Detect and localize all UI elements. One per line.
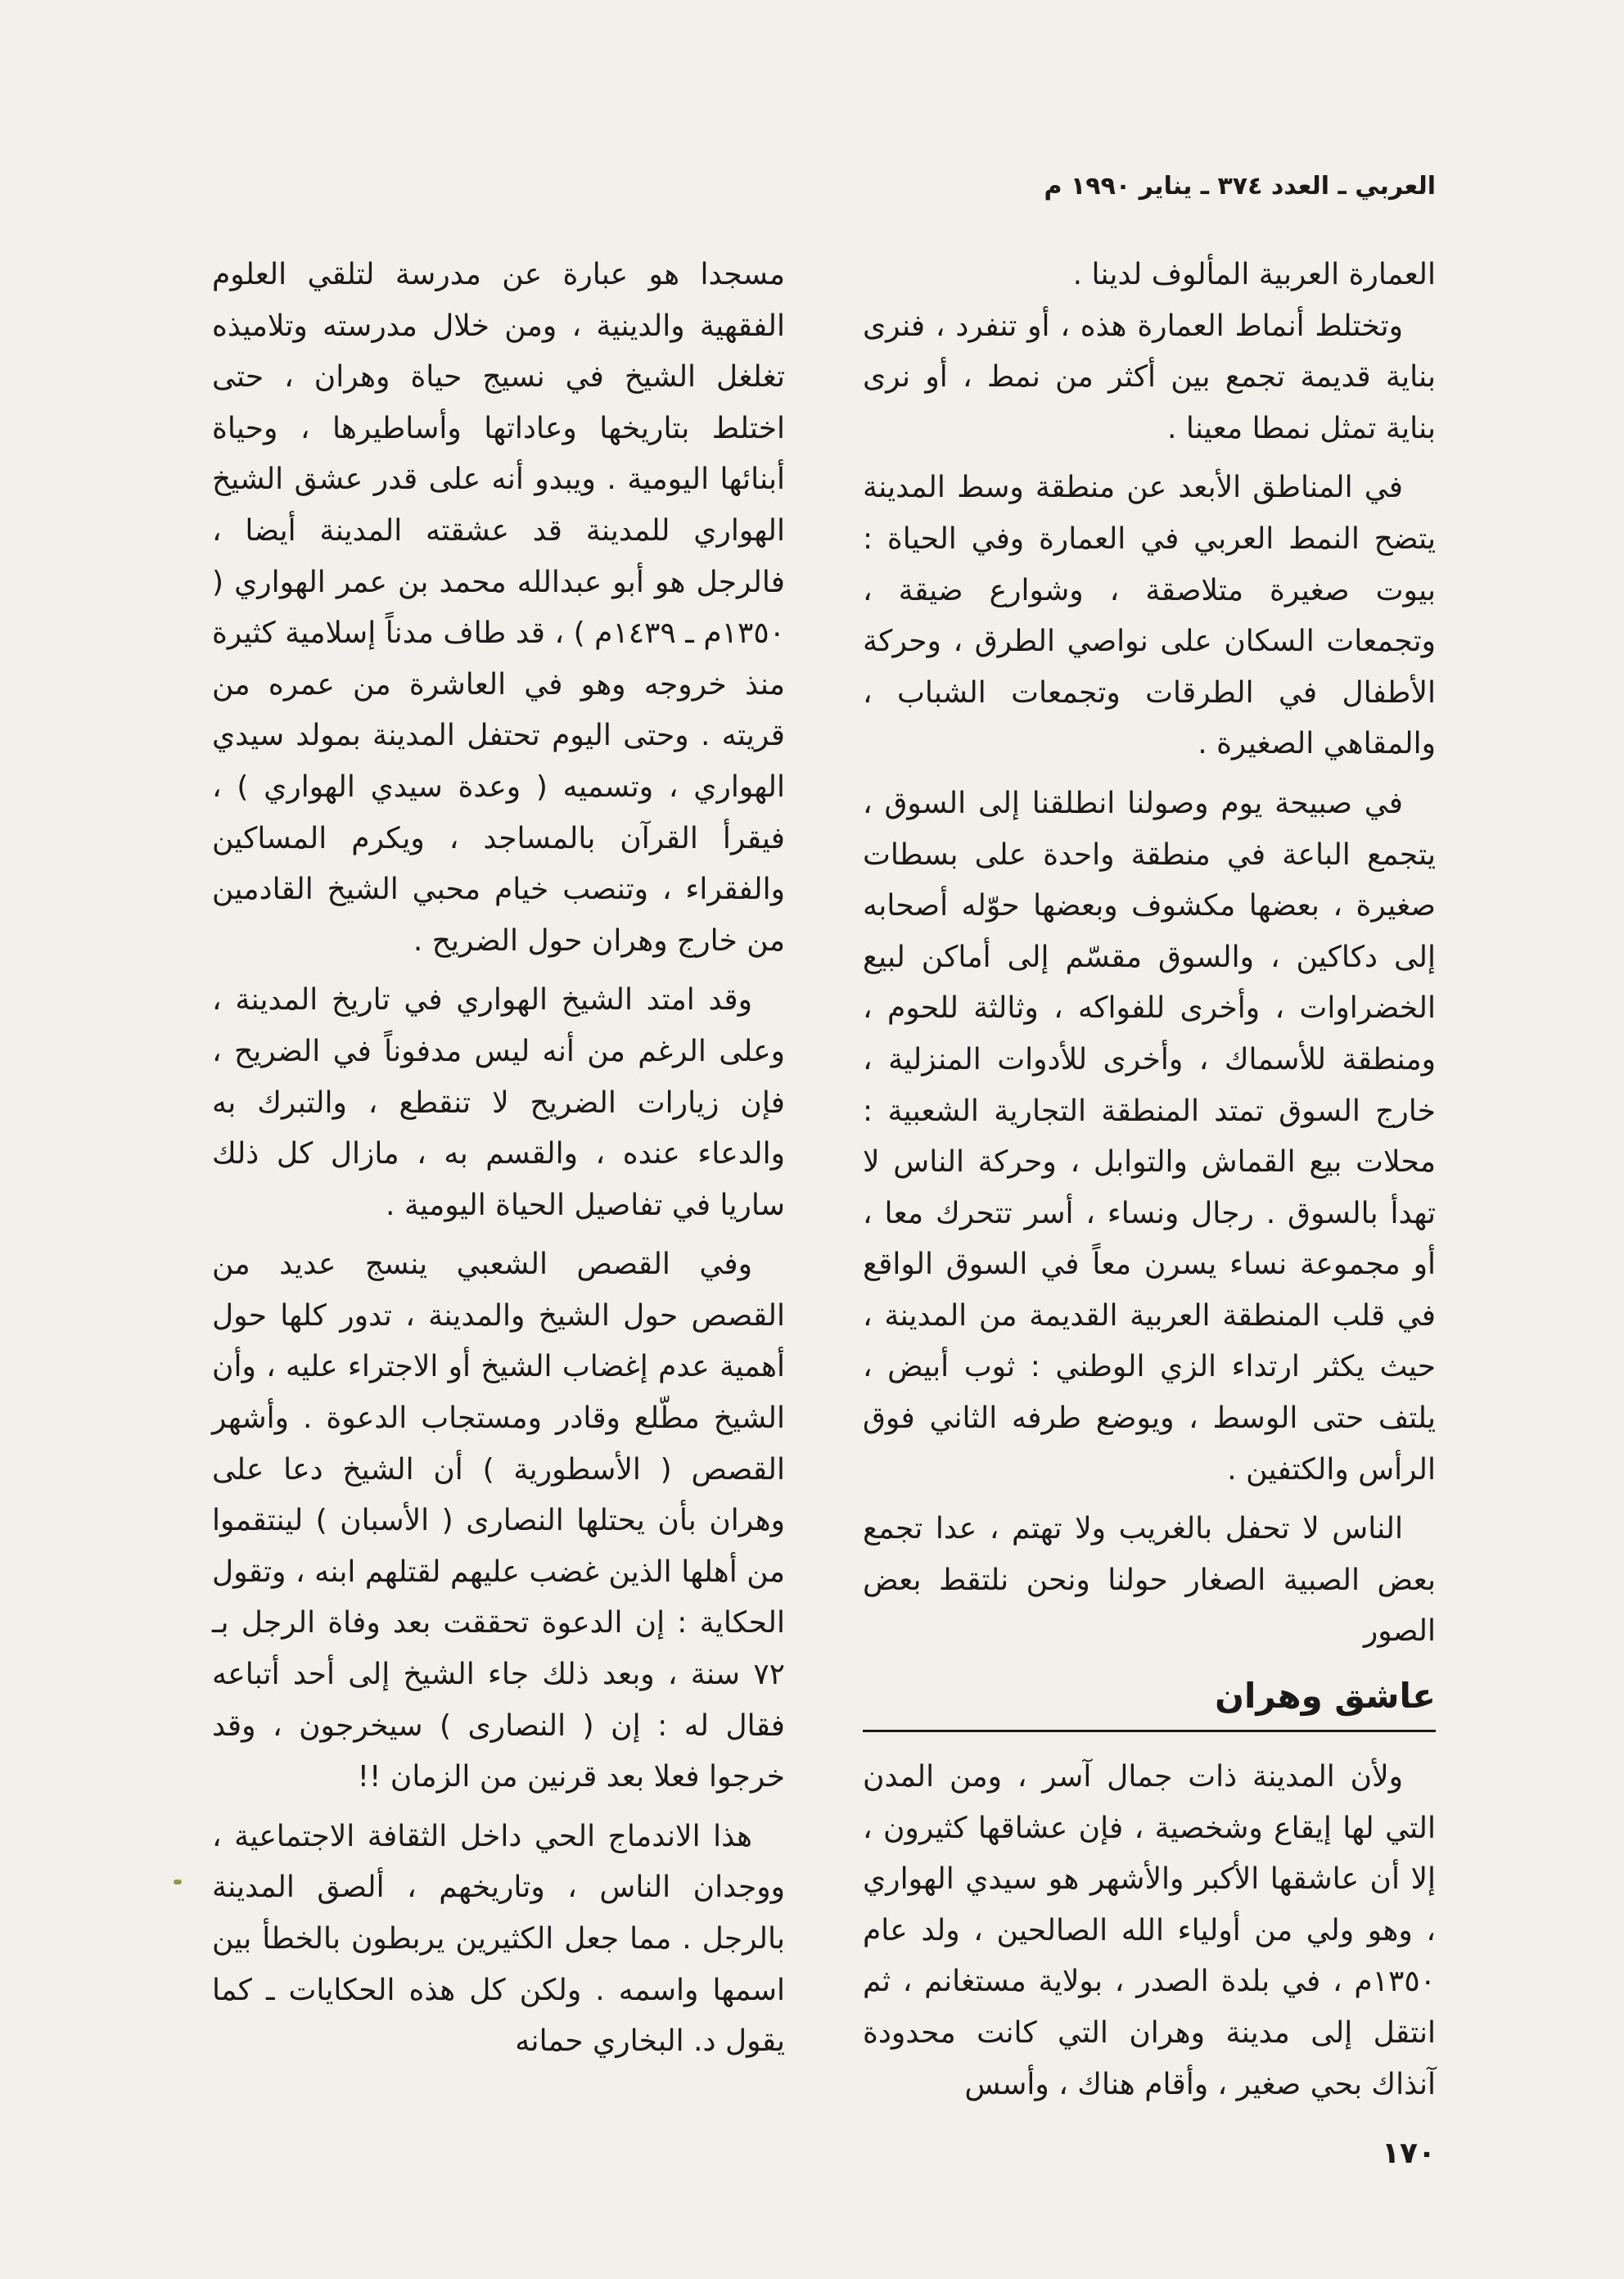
paragraph: في المناطق الأبعد عن منطقة وسط المدينة يتضح النمط العربي في العمارة وفي الحياة : بيوت صغيرة متلاصقة ، وشوارع ضيقة ، وتجمعات السكان على نواصي الطرق ، وحركة الأطفال في الطرقات وتجمعات الشباب ، والمقاهي الصغيرة . xyxy=(863,471,1436,761)
page-number: ١٧٠ xyxy=(1382,2137,1436,2170)
print-speck xyxy=(174,1880,182,1884)
paragraph: وفي القصص الشعبي ينسج عديد من القصص حول الشيخ والمدينة ، تدور كلها حول أهمية عدم إغضاب الشيخ أو الاجتراء عليه ، وأن الشيخ مطّلع وقادر ومستجاب الدعوة . وأشهر القصص ( الأسطورية ) أن الشيخ دعا على وهران بأن يحتلها النصارى ( الأسبان ) لينتقموا من أهلها الذين غضب عليهم لقتلهم ابنه ، وتقول الحكاية : إن الدعوة تحققت بعد وفاة الرجل بـ ٧٢ سنة ، وبعد ذلك جاء الشيخ إلى أحد أتباعه فقال له : إن ( النصارى ) سيخرجون ، وقد خرجوا فعلا بعد قرنين من الزمان !! xyxy=(212,1248,785,1794)
running-head: العربي ـ العدد ٣٧٤ ـ يناير ١٩٩٠ م xyxy=(1044,172,1436,201)
paragraph: في صبيحة يوم وصولنا انطلقنا إلى السوق ، يتجمع الباعة في منطقة واحدة على بسطات صغيرة ، بعضها مكشوف وبعضها حوّله أصحابه إلى دكاكين ، والسوق مقسّم إلى أماكن لبيع الخضراوات ، وأخرى للفواكه ، وثالثة للحوم ، ومنطقة للأسماك ، وأخرى للأدوات المنزلية ، خارج السوق تمتد المنطقة التجارية الشعبية : محلات بيع القماش والتوابل ، وحركة الناس لا تهدأ بالسوق . رجال ونساء ، أسر تتحرك معا ، أو مجموعة نساء يسرن معاً في السوق الواقع في قلب المنطقة العربية القديمة من المدينة ، حيث يكثر ارتداء الزي الوطني : ثوب أبيض ، يلتف حتى الوسط ، ويوضع طرفه الثاني فوق الرأس والكتفين . xyxy=(863,786,1436,1487)
subheading-rule xyxy=(863,1730,1436,1732)
right-column xyxy=(863,250,1436,2101)
paragraph: ولأن المدينة ذات جمال آسر ، ومن المدن التي لها إيقاع وشخصية ، فإن عشاقها كثيرون ، إلا أن عاشقها الأكبر والأشهر هو سيدي الهواري ، وهو ولي من أولياء الله الصالحين ، ولد عام ١٣٥٠م ، في بلدة الصدر ، بولاية مستغانم ، ثم انتقل إلى مدينة وهران التي كانت محدودة آنذاك بحي صغير ، وأقام هناك ، وأسس xyxy=(863,1760,1436,2101)
paragraph: الناس لا تحفل بالغريب ولا تهتم ، عدا تجمع بعض الصبية الصغار حولنا ونحن نلتقط بعض الصور xyxy=(863,1512,1436,1649)
paragraph: مسجدا هو عبارة عن مدرسة لتلقي العلوم الفقهية والدينية ، ومن خلال مدرسته وتلاميذه تغلغل الشيخ في نسيج حياة وهران ، حتى اختلط بتاريخها وعاداتها وأساطيرها ، وحياة أبنائها اليومية . ويبدو أنه على قدر عشق الشيخ الهواري للمدينة قد عشقته المدينة أيضا ، فالرجل هو أبو عبدالله محمد بن عمر الهواري ( ١٣٥٠م ـ ١٤٣٩م ) ، قد طاف مدناً إسلامية كثيرة منذ خروجه وهو في العاشرة من عمره من قريته . وحتى اليوم تحتفل المدينة بمولد سيدي الهواري ، وتسميه ( وعدة سيدي الهواري ) ، فيقرأ القرآن بالمساجد ، ويكرم المساكين والفقراء ، وتنصب خيام محبي الشيخ القادمين من خارج وهران حول الضريح . xyxy=(212,258,786,958)
paragraph: هذا الاندماج الحي داخل الثقافة الاجتماعية ، ووجدان الناس ، وتاريخهم ، ألصق المدينة بالرجل . مما جعل الكثيرين يربطون بالخطأ بين اسمها واسمه . ولكن كل هذه الحكايات ـ كما يقول د. البخاري حمانه xyxy=(212,1819,785,2059)
left-column xyxy=(212,250,785,2092)
section-subheading: عاشق وهران xyxy=(1215,1676,1436,1717)
paragraph: وقد امتد الشيخ الهواري في تاريخ المدينة ، وعلى الرغم من أنه ليس مدفوناً في الضريح ، فإن زيارات الضريح لا تنقطع ، والتبرك به والدعاء عنده ، والقسم به ، مازال كل ذلك ساريا في تفاصيل الحياة اليومية . xyxy=(212,983,785,1222)
paragraph: وتختلط أنماط العمارة هذه ، أو تنفرد ، فنرى بناية قديمة تجمع بين أكثر من نمط ، أو نرى بناية تمثل نمطا معينا . xyxy=(863,309,1436,445)
paragraph: العمارة العربية المألوف لدينا . xyxy=(1072,258,1436,291)
